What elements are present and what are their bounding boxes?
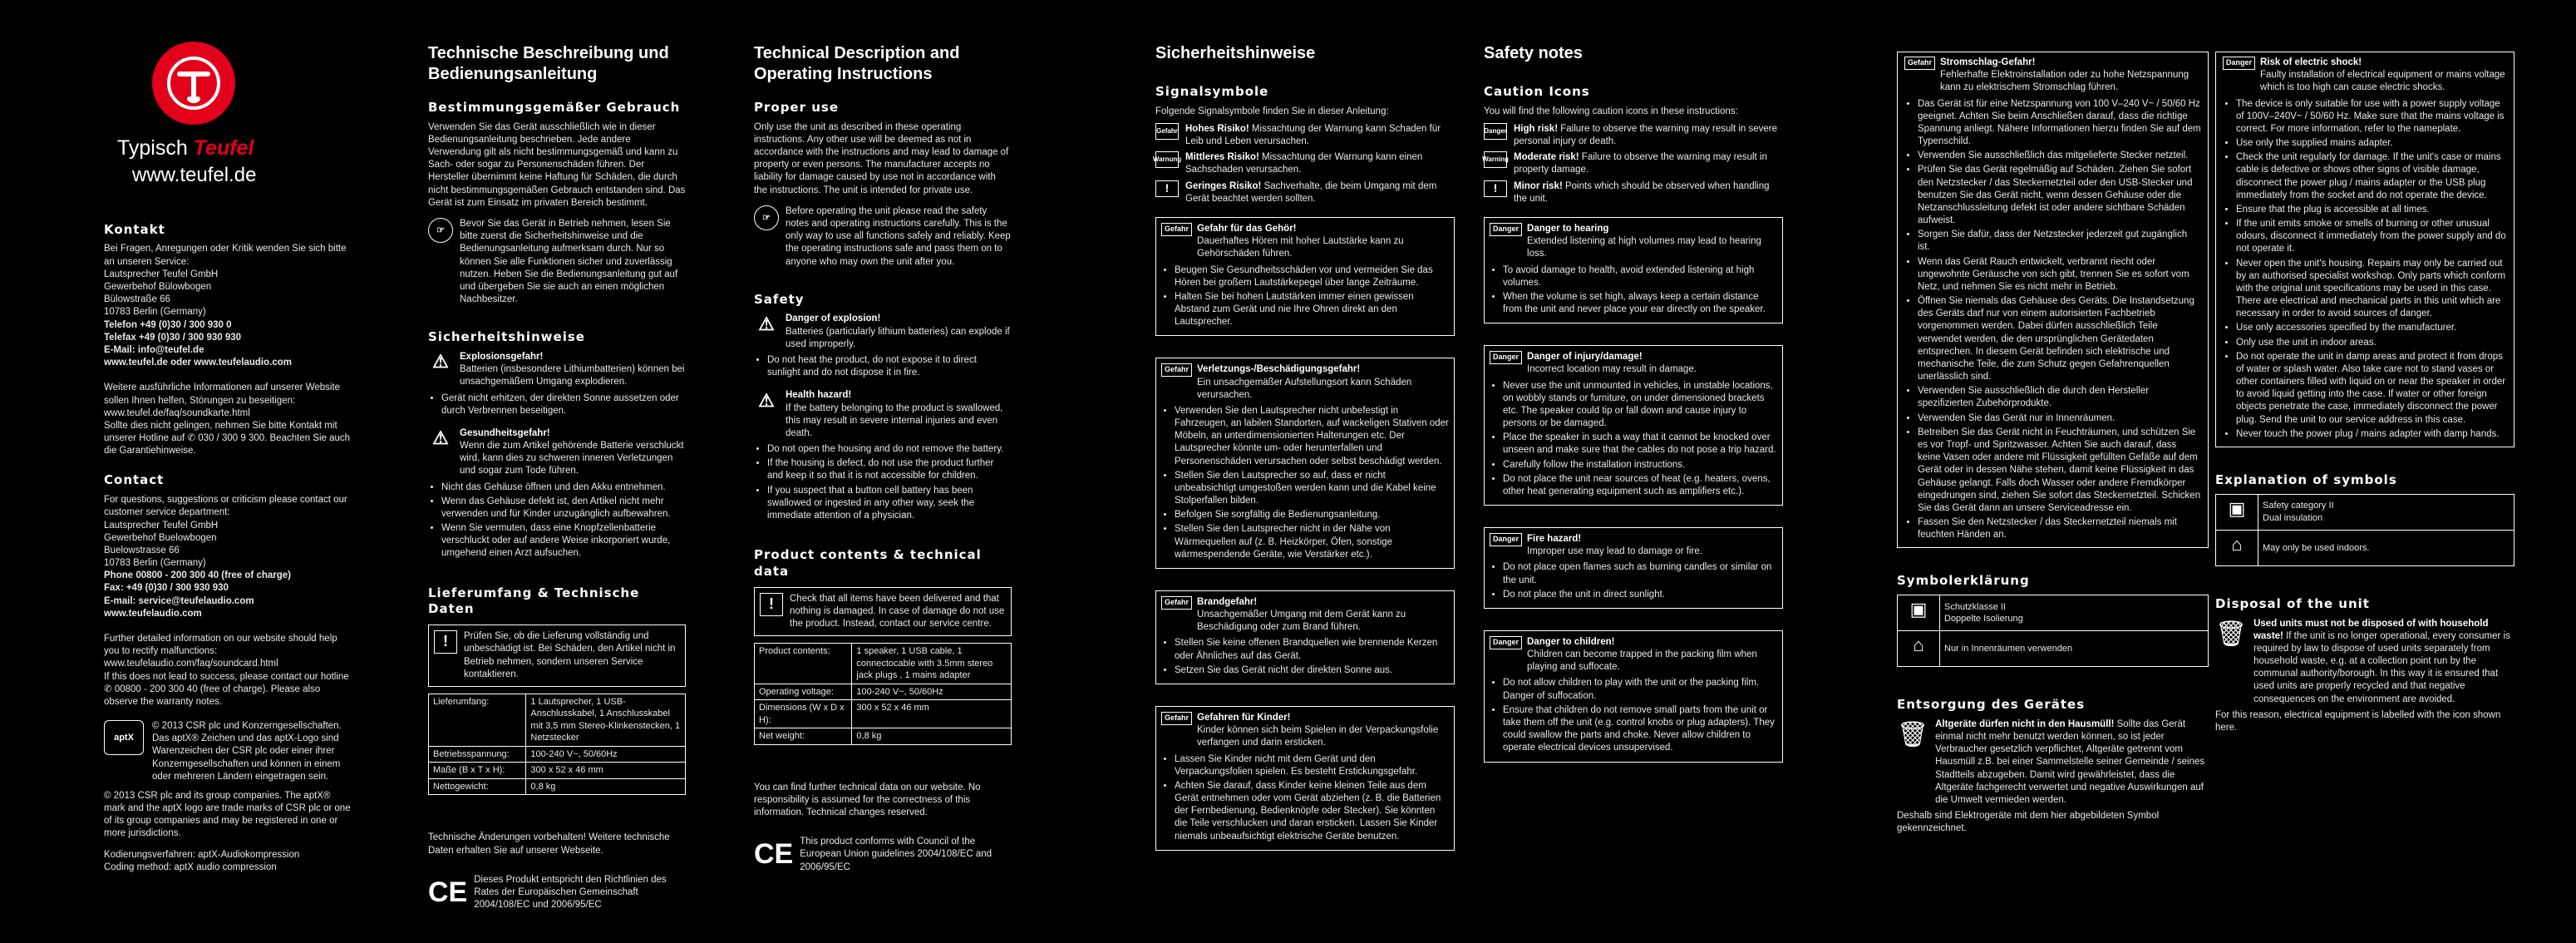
warning-box — [1484, 527, 1783, 609]
warning-header — [1490, 533, 1777, 558]
warning-desc: Extended listening at high volumes may lead to hearing loss. — [1527, 236, 1761, 259]
signal-bold: Mittleres Risiko! — [1185, 152, 1259, 163]
warning-text — [1527, 533, 1702, 558]
signal-icon: Warnung — [1155, 151, 1179, 168]
read-manual-icon: ☞ — [754, 205, 779, 230]
warning-list — [1161, 264, 1449, 329]
de-electric-text: Fehlerhafte Elektroinstallation oder zu hohe Netzspannung kann zu elektrischem Stromschlag führen. — [1940, 70, 2189, 93]
list-item: • Verwenden Sie das Gerät nur in Innenräumen. — [1918, 412, 2201, 425]
warning-header — [1490, 223, 1777, 261]
table-cell: 100-240 V~, 50/60Hz — [852, 684, 1012, 700]
en-explosion-text: Batteries (particularly lithium batteries) can explode if used improperly. — [786, 326, 1010, 349]
en-symbols-table — [2215, 494, 2514, 566]
table-cell: Product contents: — [755, 644, 852, 684]
en-signal-title: Caution Icons — [1484, 84, 1590, 99]
de-disposal-text2: Deshalb sind Elektrogeräte mit dem hier abgebildeten Symbol gekennzeichnet. — [1897, 811, 2160, 834]
list-item: • Betreiben Sie das Gerät nicht in Feuchträumen, und schützen Sie es vor Tropf- und Spritzwasser. Achten Sie auch darauf, dass keine Vasen oder andere mit Flüssigkeit gefüllten Gefäße auf dem Gerät oder in dessen Nähe stehen, damit keine Flüssigkeit in das Gehäuse gelangt. Falls doch Wasser oder andere Fremdkörper eingedrungen sind, ziehen Sie sofort das Steckernetzteil. Schicken Sie das Gerät dann an unsere Serviceadresse ein. — [1918, 427, 2201, 515]
symbol-text: Schutzklasse II Doppelte Isolierung — [1940, 595, 2209, 631]
aptx-copyright-de: © 2013 CSR plc und Konzerngesellschaften. Das aptX® Zeichen und das aptX-Logo sind Warenzeichen der CSR plc oder einer ihrer Konzerngesellschaften und können in einem oder mehreren Ländern eingetragen sein. — [152, 721, 342, 782]
en-electric-box — [2215, 52, 2514, 447]
contact-text — [104, 494, 353, 708]
de-signal-title: Signalsymbole — [1155, 84, 1269, 99]
list-item: • If the unit emits smoke or smells of burning or other unusual odours, disconnect it immediately from the power supply and do not operate it. — [2236, 218, 2507, 256]
list-item: • Gerät nicht erhitzen, der direkten Sonne aussetzen oder durch Verbrennen beseitigen. — [441, 393, 686, 417]
list-item: • Achten Sie darauf, dass Kinder keine kleinen Teile aus dem Gerät entnehmen oder vom Gerät abziehen (z. B. die Batterien der Fernbedienung, Bedienknöpfe oder Stecker). Sie könnten die Teile verschlucken und daran ersticken. Lassen Sie Kinder niemals unbeaufsichtigt elektrische Geräte benutzen. — [1175, 780, 1449, 843]
signal-row — [1484, 123, 1783, 148]
en-spec-table — [754, 643, 1012, 745]
read-manual-icon: ☞ — [428, 218, 453, 243]
warning-text — [1527, 351, 1697, 376]
warning-title: Verletzungs-/Beschädigungsgefahr! — [1197, 364, 1361, 375]
en-scope-note: Check that all items have been delivered and that nothing is damaged. In case of damage do not use the product. Instead, contact our service centre. — [790, 593, 1005, 629]
indoor-use-icon: ⌂ — [2216, 530, 2258, 565]
contact-line: Lautsprecher Teufel GmbH — [104, 269, 219, 279]
crossed-bin-icon: 🗑 — [1897, 720, 1929, 748]
warning-header — [1490, 351, 1777, 376]
de-disposal-bold: Altgeräte dürfen nicht in den Hausmüll! — [1935, 718, 2115, 729]
signal-bold: Moderate risk! — [1514, 152, 1579, 163]
en-electric-text: Faulty installation of electrical equipment or mains voltage which is too high can cause electric shocks. — [2260, 70, 2505, 93]
contact-line: Bülowstraße 66 — [104, 294, 170, 305]
warning-text — [1527, 223, 1777, 261]
brand-url[interactable]: www.teufel.de — [132, 164, 257, 186]
list-item: • Verwenden Sie den Lautsprecher nicht unbefestigt in Fahrzeugen, an labilen Standorten, auf wackeligen Stativen oder Möbeln, an unterdimensionierten Halterungen etc. Der Lautsprecher könnte um- oder herunterfallen und Personenschäden verursachen oder selbst beschädigt werden. — [1175, 405, 1449, 468]
symbol-row — [2216, 530, 2514, 565]
warning-header — [1161, 712, 1449, 750]
warning-text — [1197, 223, 1449, 261]
contact-line: Phone 00800 - 200 300 40 (free of charge) — [104, 570, 291, 581]
brand-name: Typisch Teufel — [117, 136, 254, 160]
en-electric-column — [2215, 0, 2514, 739]
table-cell: Net weight: — [755, 728, 852, 745]
table-cell: 1 Lautsprecher, 1 USB-Anschlusskabel, 1 Anschlusskabel mit 3,5 mm Stereo-Klinkenstecken, 1 Netzstecker — [526, 694, 686, 746]
warning-header — [1161, 363, 1449, 402]
list-item: • Das Gerät ist für eine Netzspannung von 100 V–240 V~ / 50/60 Hz geeignet. Achten Sie beim Anschließen darauf, dass die richtige Spannung anliegt. Nähere Informationen hierzu finden Sie auf dem Typenschild. — [1918, 98, 2201, 149]
list-item: • Halten Sie bei hohen Lautstärken immer einen gewissen Abstand zum Gerät und nie Ihre Ohren direkt an den Lautsprecher. — [1175, 291, 1449, 329]
double-insulation-icon: ▣ — [1898, 595, 1940, 631]
list-item: • Do not allow children to play with the unit or the packing film. Danger of suffocation. — [1503, 677, 1777, 702]
contact-line: E-Mail: info@teufel.de — [104, 344, 204, 355]
symbol-text: May only be used indoors. — [2258, 530, 2514, 565]
de-electric-column — [1897, 0, 2209, 841]
de-health-text: Wenn die zum Artikel gehörende Batterie verschluckt wird, kann dies zu schweren inneren Verletzungen und sogar zum Tode führen. — [460, 441, 684, 476]
en-disposal-text: If the unit is no longer operational, every consumer is required by law to dispose of used units separately from household waste, e.g. at a collection point run by the communal authority/borough. In this way it is ensured that used units are properly recycled and that negative consequences on the environment are avoided. — [2253, 630, 2510, 704]
list-item: • Carefully follow the installation instructions. — [1503, 459, 1777, 472]
kontakt-title: Kontakt — [104, 221, 165, 237]
de-explosion-list — [428, 393, 686, 417]
list-item: • Prüfen Sie das Gerät regelmäßig auf Schäden. Ziehen Sie sofort den Netzstecker / das Steckernetzteil oder den USB-Stecker und benutzen Sie das Gerät nicht, wenn dessen Gehäuse oder die Netzanschlussleitung defekt ist oder andere sichtbare Schäden aufweist. — [1918, 164, 2201, 227]
signal-icon: ! — [1155, 180, 1179, 197]
contact-line: Fax: +49 (0)30 / 300 930 930 — [104, 583, 229, 594]
explosion-warning-icon: ⚠ — [758, 313, 775, 334]
list-item: • Do not operate the unit in damp areas and protect it from drops of water or splash water. Also take care not to stand vases or other containers filled with liquid on or near the speaker in order to avoid liquid getting into the case. If water or other foreign objects penetrate the case, immediately disconnect the power plug. Send the unit to our service address in this case. — [2236, 351, 2507, 427]
signal-icon: Danger — [1484, 123, 1507, 140]
de-scope-title: Lieferumfang & Technische Daten — [428, 585, 640, 617]
signal-row — [1484, 180, 1783, 205]
de-read-text: Bevor Sie das Gerät in Betrieb nehmen, lesen Sie bitte zuerst die Sicherheitshinweise und die Bedienungsanleitung aufmerksam durch. Nur so können Sie alle Funktionen sicher und zuverlässig nutzen. Heben Sie die Bedienungsanleitung gut auf und übergeben Sie sie auch an einen möglichen Nachbesitzer. — [460, 219, 678, 305]
en-disposal-text2: For this reason, electrical equipment is labelled with the icon shown here. — [2215, 709, 2501, 733]
en-electric-list — [2223, 98, 2507, 441]
de-health-list — [428, 481, 686, 560]
signal-bold: High risk! — [1514, 123, 1559, 134]
warning-title: Danger of injury/damage! — [1527, 352, 1643, 363]
double-insulation-icon: ▣ — [2216, 494, 2258, 530]
warning-desc: Kinder können sich beim Spielen in der Verpackungsfolie verfangen und darin ersticken. — [1197, 725, 1439, 748]
warning-list — [1490, 561, 1777, 601]
contact-line: Telefon +49 (0)30 / 300 930 0 — [104, 319, 232, 330]
de-electric-title: Stromschlag-Gefahr! — [1940, 57, 2036, 67]
warning-desc: Ein unsachgemäßer Aufstellungsort kann Schäden verursachen. — [1197, 377, 1412, 400]
aptx-logo: aptX — [104, 720, 144, 755]
list-item: • Befolgen Sie sorgfältig die Bedienungsanleitung. — [1175, 509, 1449, 521]
contact-line: Lautsprecher Teufel GmbH — [104, 520, 219, 531]
teufel-t-icon — [165, 54, 223, 112]
warning-title: Danger to hearing — [1527, 224, 1609, 234]
table-cell: 300 x 52 x 46 mm — [526, 763, 686, 779]
de-health-title: Gesundheitsgefahr! — [460, 427, 550, 438]
symbol-text: Safety category II Dual insulation — [2258, 494, 2514, 530]
danger-tag: Gefahr — [1161, 363, 1192, 377]
de-electric-list — [1904, 98, 2201, 542]
list-item: • Do not open the housing and do not remove the battery. — [767, 443, 1012, 456]
list-item: • Verwenden Sie ausschließlich das mitgelieferte Stecker netzteil. — [1918, 150, 2201, 162]
list-item: • Wenn das Gehäuse defekt ist, den Artikel nicht mehr verwenden und für Kinder unzugänglich aufbewahren. — [441, 496, 686, 521]
en-tech-column — [754, 0, 1012, 877]
crossed-bin-icon: 🗑 — [2215, 620, 2248, 648]
contact-line — [104, 620, 353, 633]
contact-line: 10783 Berlin (Germany) — [104, 307, 206, 318]
list-item: • Ensure that children do not remove small parts from the unit or take them off the unit (e.g. control knobs or plug adapters). They could swallow the parts and choke. Never allow children to operate electrical devices unsupervised. — [1503, 704, 1777, 755]
list-item: • The device is only suitable for use with a power supply voltage of 100V–240V~ / 50/60 Hz. Make sure that the mains voltage is correct. For more information, refer to the nameplate. — [2236, 98, 2507, 136]
contact-line: Gewerbehof Bülowbogen — [104, 281, 212, 292]
de-symbols-table — [1897, 595, 2209, 667]
indoor-use-icon: ⌂ — [1898, 631, 1940, 667]
contact-line: Buelowstrasse 66 — [104, 545, 180, 555]
warning-list — [1161, 405, 1449, 561]
warning-header — [1161, 223, 1449, 261]
list-item: • Lassen Sie Kinder nicht mit dem Gerät und den Verpackungsfolien spielen. Es besteht Erstickungsgefahr. — [1175, 753, 1449, 778]
de-disposal-title: Entsorgung des Gerätes — [1897, 697, 2086, 713]
list-item: • To avoid damage to health, avoid extended listening at high volumes. — [1503, 264, 1777, 289]
contact-title: Contact — [104, 472, 165, 488]
warning-header — [1161, 596, 1449, 634]
warning-text — [1197, 712, 1449, 750]
de-electric-box — [1897, 52, 2209, 548]
list-item: • Fassen Sie den Netzstecker / das Steckernetzteil niemals mit feuchten Händen an. — [1918, 516, 2201, 541]
de-changes: Technische Änderungen vorbehalten! Weitere technische Daten erhalten Sie auf unserer Webseite. — [428, 832, 670, 856]
de-signal-list — [1152, 123, 1455, 205]
list-item: • Use only the supplied mains adapter. — [2236, 137, 2507, 150]
list-item: • Sorgen Sie dafür, dass der Netzstecker jederzeit gut zugänglich ist. — [1918, 229, 2201, 254]
contact-line — [104, 369, 353, 382]
table-cell: Operating voltage: — [755, 684, 852, 700]
danger-tag: Gefahr — [1161, 596, 1192, 610]
symbol-row — [1898, 631, 2209, 667]
list-item: • Setzen Sie das Gerät nicht der direkten Sonne aus. — [1175, 664, 1449, 677]
list-item: • Wenn das Gerät Rauch entwickelt, verbrannt riecht oder ungewohnte Geräusche von sich gibt, trennen Sie es sofort vom Netz, und nehmen Sie es nicht mehr in Betrieb. — [1918, 256, 2201, 294]
list-item: • If the housing is defect, do not use the product further and keep it so that it is not accessible for children. — [767, 457, 1012, 482]
en-explosion-list — [754, 354, 1012, 379]
symbol-row — [1898, 595, 2209, 631]
contact-line: www.teufel.de oder www.teufelaudio.com — [104, 358, 292, 368]
table-cell: Betriebsspannung: — [429, 746, 526, 763]
signal-bold: Hohes Risiko! — [1185, 123, 1249, 134]
signal-text: Mittleres Risiko! Missachtung der Warnung kann einen Sachschaden verursachen. — [1185, 152, 1423, 175]
list-item: • Never touch the power plug / mains adapter with damp hands. — [2236, 428, 2507, 441]
signal-icon: ! — [1484, 180, 1507, 197]
warning-desc: Dauerhaftes Hören mit hoher Lautstärke kann zu Gehörschäden führen. — [1197, 236, 1404, 259]
warning-box — [1484, 217, 1783, 323]
signal-text: Hohes Risiko! Missachtung der Warnung kann Schaden für Leib und Leben verursachen. — [1185, 123, 1441, 147]
de-safety-title: Sicherheitshinweise — [428, 329, 585, 345]
contact-line: www.teufelaudio.com — [104, 608, 202, 619]
en-health-list — [754, 443, 1012, 522]
symbol-row — [2216, 494, 2514, 530]
notice-icon: ! — [434, 630, 457, 654]
warning-header — [1490, 636, 1777, 674]
signal-row — [1155, 123, 1455, 148]
en-signal-intro: You will find the following caution icons in these instructions: — [1484, 106, 1738, 116]
contact-line: Sollte dies nicht gelingen, nehmen Sie bitte Kontakt mit unserer Hotline auf ✆ 030 / 300 9 300. Beachten Sie auch die Garantiehinweise. — [104, 420, 351, 457]
warning-title: Danger to children! — [1527, 636, 1615, 647]
list-item: • Beugen Sie Gesundheitsschäden vor und vermeiden Sie das Hören bei großem Lautstärkepegel über lange Zeiträume. — [1175, 264, 1449, 289]
danger-tag: Danger — [1490, 533, 1522, 546]
list-item: • When the volume is set high, always keep a certain distance from the unit and never place your ear directly on the speaker. — [1503, 291, 1777, 316]
table-row — [429, 694, 686, 746]
warning-text — [1197, 363, 1449, 402]
de-explosion-title: Explosionsgefahr! — [460, 352, 544, 362]
de-signal-intro: Folgende Signalsymbole finden Sie in dieser Anleitung: — [1155, 106, 1389, 116]
warning-box — [1484, 630, 1783, 763]
list-item: • If you suspect that a button cell battery has been swallowed or ingested in any other way, seek the immediate attention of a physician. — [767, 485, 1012, 523]
ce-mark-icon: CE — [754, 838, 794, 871]
de-symbols-title: Symbolerklärung — [1897, 573, 2030, 589]
en-use-text: Only use the unit as described in these operating instructions. Any other use will be deemed as not in accordance with the instructions and may lead to damage of property or even persons. The manufacturer accepts no liability for damage caused by use not in accordance with the instructions. The unit is intended for private use. — [754, 121, 1009, 195]
codec-en: Coding method: aptX audio compression — [104, 862, 277, 872]
signal-bold: Minor risk! — [1514, 180, 1563, 191]
list-item: • Check the unit regularly for damage. If the unit's case or mains cable is defective or shows other signs of visible damage, disconnect the power plug / mains adapter or the USB plug immediately from the socket and do not operate the device. — [2236, 151, 2507, 202]
list-item: • Use only accessories specified by the manufacturer. — [2236, 322, 2507, 334]
table-row — [755, 728, 1012, 745]
contact-line: Telefax +49 (0)30 / 300 930 930 — [104, 332, 242, 343]
list-item: • Do not place the unit in direct sunlight. — [1503, 589, 1777, 601]
list-item: • Wenn Sie vermuten, dass eine Knopfzellenbatterie verschluckt oder auf andere Weise inkorporiert wurde, umgehend einen Arzt aufsuchen. — [441, 522, 686, 560]
danger-tag: Gefahr — [1161, 712, 1192, 725]
table-cell: 0,8 kg — [526, 778, 686, 795]
de-explosion-text: Batterien (insbesondere Lithiumbatterien) können bei unsachgemäßem Umgang explodieren. — [460, 364, 685, 388]
teufel-logo — [152, 42, 235, 125]
health-warning-icon: ⚠ — [758, 389, 775, 411]
en-scope-title: Product contents & technical data — [754, 547, 982, 579]
table-cell: 0,8 kg — [852, 728, 1012, 745]
en-disposal-bold: Used units must not be disposed of with household waste! — [2253, 618, 2489, 641]
danger-tag: Gefahr — [1161, 223, 1192, 236]
contact-line: 10783 Berlin (Germany) — [104, 558, 206, 569]
en-read-text: Before operating the unit please read the safety notes and operating instructions carefully. This is the only way to use all functions safely and reliably. Keep the operating instructions safe and pass them on to anyone who may own the unit after you. — [786, 205, 1011, 267]
warning-list — [1490, 264, 1777, 317]
warning-desc: Improper use may lead to damage or fire. — [1527, 546, 1702, 557]
contact-line: Gewerbehof Buelowbogen — [104, 532, 217, 543]
en-warning-boxes — [1484, 217, 1783, 763]
de-tech-column — [428, 0, 686, 915]
list-item: • Never use the unit unmounted in vehicles, in unstable locations, on wobbly stands or furniture, on under dimensioned brackets etc. The speaker could tip or fall down and cause injury to persons or be damaged. — [1503, 380, 1777, 431]
signal-text: High risk! Failure to observe the warning may result in severe personal injury or death. — [1514, 123, 1778, 147]
contact-line: Weitere ausführliche Informationen auf unserer Website sollen Ihnen helfen, Störungen zu beseitigen: www.teufel.de/faq/soundkarte.html — [104, 383, 341, 418]
warning-box — [1484, 345, 1783, 506]
signal-text: Moderate risk! Failure to observe the warning may result in property damage. — [1514, 152, 1767, 175]
warning-title: Fire hazard! — [1527, 534, 1582, 545]
signal-text: Minor risk! Points which should be observed when handling the unit. — [1514, 180, 1770, 204]
de-use-title: Bestimmungsgemäßer Gebrauch — [428, 100, 681, 115]
list-item: • Only use the unit in indoor areas. — [2236, 337, 2507, 349]
table-cell: Maße (B x T x H): — [429, 763, 526, 779]
warning-box — [1155, 590, 1455, 684]
warning-title: Gefahren für Kinder! — [1197, 712, 1291, 723]
en-disposal-title: Disposal of the unit — [2215, 595, 2370, 611]
table-cell: 100-240 V~, 50/60Hz — [526, 746, 686, 763]
table-row — [429, 763, 686, 779]
table-cell: Nettogewicht: — [429, 778, 526, 795]
danger-tag: Danger — [1490, 636, 1522, 649]
warning-text — [1527, 636, 1777, 674]
warning-text — [1197, 596, 1449, 634]
list-item: • Do not place open flames such as burning candles or similar on the unit. — [1503, 561, 1777, 586]
warning-title: Brandgefahr! — [1197, 596, 1258, 607]
en-health-text: If the battery belonging to the product is swallowed, this may result in severe internal injuries and even death. — [786, 402, 1003, 438]
danger-tag: Danger — [1490, 223, 1522, 236]
en-use-title: Proper use — [754, 100, 840, 115]
signal-icon: Gefahr — [1155, 123, 1179, 140]
list-item: • Öffnen Sie niemals das Gehäuse des Geräts. Die Instandsetzung des Geräts darf nur von einem autorisierten Fachbetrieb vorgenommen werden. Dabei dürfen ausschließlich Teile verwendet werden, die den ursprünglichen Gerätedaten entsprechen. In diesem Gerät befinden sich elektrische und mechanische Teile, die zum Schutz gegen Gefahrenquellen unerlässlich sind. — [1918, 295, 2201, 383]
list-item: • Ensure that the plug is accessible at all times. — [2236, 204, 2507, 216]
danger-tag: Gefahr — [1904, 57, 1935, 70]
list-item: • Do not heat the product, do not expose it to direct sunlight and do not dispose it in fire. — [767, 354, 1012, 379]
list-item: • Nicht das Gehäuse öffnen und den Akku entnehmen. — [441, 481, 686, 494]
list-item: • Stellen Sie den Lautsprecher nicht in der Nähe von Wärmequellen auf (z. B. Heizkörper, Öfen, sonstige wärmespendende Geräte, wie Verstärker etc.). — [1175, 523, 1449, 561]
explosion-warning-icon: ⚠ — [432, 351, 449, 373]
de-disposal-text: Sollte das Gerät einmal nicht mehr benutzt werden können, so ist jeder Verbraucher gesetzlich verpflichtet, Altgeräte getrennt vom Hausmüll z.B. bei einer Sammelstelle seiner Gemeinde / seines Stadtteils abzugeben. Damit wird gewährleistet, dass die Altgeräte fachgerecht verwertet und negative Auswirkungen auf die Umwelt vermieden werden. — [1935, 718, 2205, 805]
de-scope-note: Prüfen Sie, ob die Lieferung vollständig und unbeschädigt ist. Bei Schäden, den Artikel nicht in Betrieb nehmen, sondern unseren Service kontaktieren. — [464, 631, 676, 679]
en-tech-title: Technical Description and Operating Instructions — [754, 44, 960, 83]
warning-box — [1155, 217, 1455, 336]
codec-de: Kodierungsverfahren: aptX-Audiokompression — [104, 849, 300, 860]
notice-icon: ! — [760, 593, 783, 616]
kontakt-text — [104, 243, 353, 457]
signal-text: Geringes Risiko! Sachverhalte, die beim Umgang mit dem Gerät beachtet werden sollten. — [1185, 180, 1437, 204]
warning-desc: Unsachgemäßer Umgang mit dem Gerät kann zu Beschädigung oder zum Brand führen. — [1197, 610, 1406, 633]
table-row — [429, 746, 686, 763]
aptx-copyright-en: © 2013 CSR plc and its group companies. The aptX® mark and the aptX logo are trade marks of CSR plc or one of its group companies and may be registered in one or more jurisdictions. — [104, 790, 351, 839]
danger-tag: Danger — [1490, 351, 1522, 364]
contact-line: Further detailed information on our website should help you to rectify malfunctions: www.teufelaudio.com/faq/soundcard.html — [104, 634, 337, 669]
en-signal-list — [1484, 123, 1783, 205]
list-item: • Never open the unit's housing. Repairs may only be carried out by an authorised specialist workshop. Only parts which conform with the original unit specifications may be used in this case. There are electrical and mechanical parts in this unit which are necessary in order to avoid sources of danger. — [2236, 258, 2507, 321]
warning-box — [1155, 706, 1455, 851]
en-changes: You can find further technical data on our website. No responsibility is assumed for the correctness of this information. Technical changes reserved. — [754, 782, 981, 818]
de-tech-title: Technische Beschreibung und Bedienungsanleitung — [428, 44, 669, 83]
en-ce-text: This product conforms with Council of the European Union guidelines 2004/108/EC and 2006/95/EC — [800, 837, 992, 872]
contact-line: Bei Fragen, Anregungen oder Kritik wenden Sie sich bitte an unseren Service: — [104, 244, 347, 267]
signal-bold: Geringes Risiko! — [1185, 180, 1262, 191]
de-warning-boxes — [1155, 217, 1455, 851]
table-cell: Lieferumfang: — [429, 694, 526, 746]
warning-title: Gefahr für das Gehör! — [1197, 224, 1297, 234]
de-ce-text: Dieses Produkt entspricht den Richtlinien des Rates der Europäischen Gemeinschaft 2004/108/EC und 2006/95/EC — [474, 874, 667, 911]
list-item: • Stellen Sie keine offenen Brandquellen wie brennende Kerzen oder Ähnliches auf das Gerät. — [1175, 637, 1449, 662]
list-item: • Verwenden Sie ausschließlich die durch den Hersteller spezifizierten Zubehörprodukte. — [1918, 385, 2201, 410]
table-row — [755, 684, 1012, 700]
warning-box — [1155, 358, 1455, 569]
danger-tag: Danger — [2223, 57, 2255, 70]
en-safety-column — [1484, 0, 1783, 769]
table-cell: Dimensions (W x D x H): — [755, 700, 852, 728]
list-item: • Place the speaker in such a way that it cannot be knocked over unseen and make sure that the cables do not pose a trip hazard. — [1503, 432, 1777, 457]
warning-list — [1490, 380, 1777, 499]
en-electric-title: Risk of electric shock! — [2260, 57, 2362, 67]
en-health-title: Health hazard! — [786, 390, 852, 401]
warning-desc: Children can become trapped in the packing film when playing and suffocate. — [1527, 649, 1757, 673]
warning-list — [1490, 677, 1777, 754]
warning-desc: Incorrect location may result in damage. — [1527, 364, 1697, 375]
warning-list — [1161, 637, 1449, 677]
de-safety-main-title: Sicherheitshinweise — [1155, 44, 1316, 62]
ce-mark-icon: CE — [428, 876, 468, 908]
en-safety-main-title: Safety notes — [1484, 44, 1583, 62]
warning-list — [1161, 753, 1449, 843]
list-item: • Do not place the unit near sources of heat (e.g. heaters, ovens, other heat generating equipment such as amplifiers etc.). — [1503, 473, 1777, 498]
signal-row — [1155, 180, 1455, 205]
aptx-block — [104, 720, 353, 783]
de-safety-column — [1152, 0, 1455, 857]
signal-row — [1484, 151, 1783, 176]
symbol-text: Nur in Innenräumen verwenden — [1940, 631, 2209, 667]
signal-row — [1152, 151, 1455, 176]
signal-icon: Warning — [1484, 151, 1507, 168]
list-item: • Stellen Sie den Lautsprecher so auf, dass er nicht unbeabsichtigt umgestoßen werden kann und die Kabel keine Stolperfallen bilden. — [1175, 470, 1449, 508]
table-cell: 300 x 52 x 46 mm — [852, 700, 1012, 728]
table-row — [429, 778, 686, 795]
table-row — [755, 700, 1012, 728]
health-warning-icon: ⚠ — [432, 427, 449, 449]
contact-line: For questions, suggestions or criticism please contact our customer service department: — [104, 495, 347, 518]
contact-line: E-mail: service@teufelaudio.com — [104, 595, 254, 606]
de-spec-table — [428, 694, 686, 796]
de-use-text: Verwenden Sie das Gerät ausschließlich wie in dieser Bedienungsanleitung beschrieben. Jede andere Verwendung gilt als nicht bestimmungsgemäß und kann zu Sach- oder sogar zu Personenschäden führen. Der Hersteller übernimmt keine Haftung für Schäden, die durch nicht bestimmungsgemäßen Gebrauch entstanden sind. Das Gerät ist zum Einsatz im privaten Bereich bestimmt. — [428, 121, 686, 208]
en-symbols-title: Explanation of symbols — [2215, 472, 2397, 487]
en-explosion-title: Danger of explosion! — [786, 314, 881, 324]
table-cell: 1 speaker, 1 USB cable, 1 connectocable with 3.5mm stereo jack plugs , 1 mains adapter — [852, 644, 1012, 684]
en-safety-title: Safety — [754, 291, 805, 307]
table-row — [755, 644, 1012, 684]
contact-column — [104, 0, 353, 879]
contact-line: If this does not lead to success, please contact our hotline ✆ 00800 - 200 300 40 (free of charge). Please also observe the warranty notes. — [104, 671, 349, 707]
